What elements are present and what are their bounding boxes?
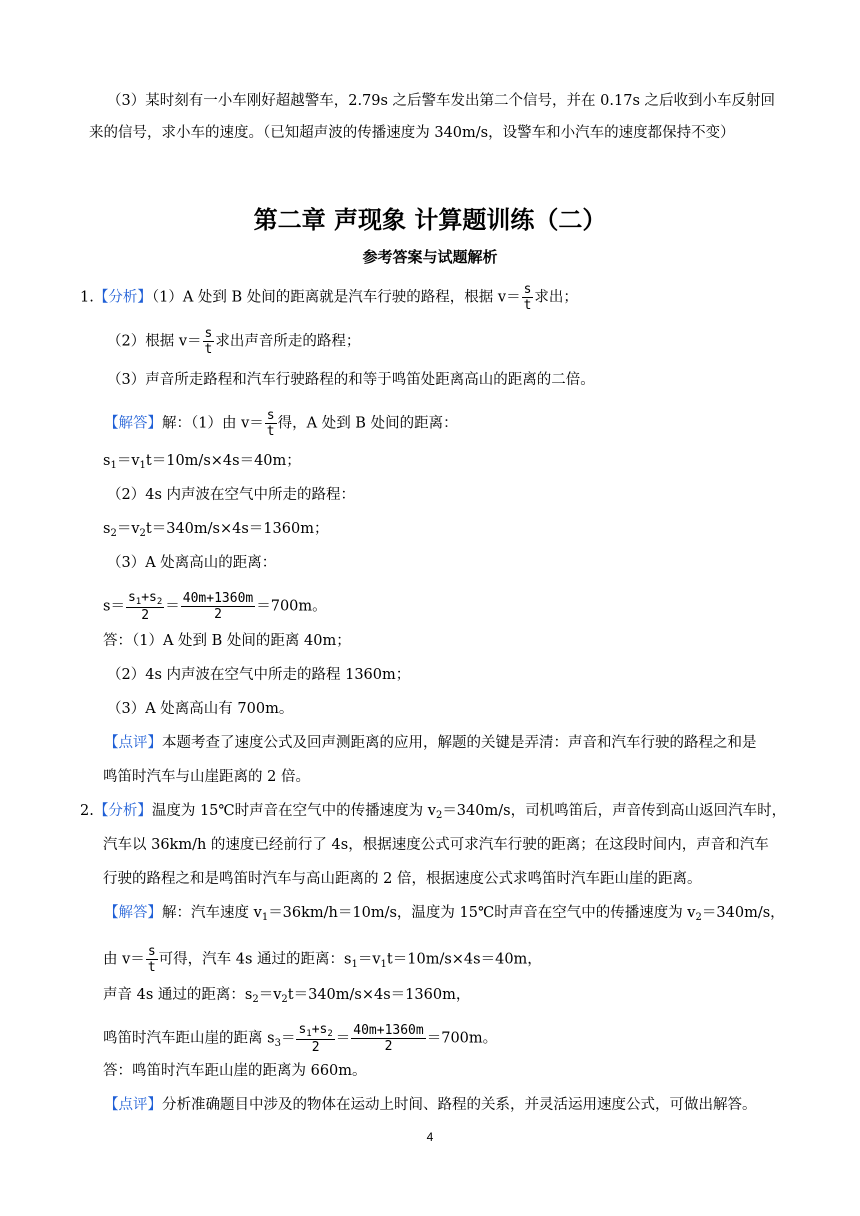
q1-solution-line-6: s＝ $\frac{s_1+s_2}{2}$ ＝ $\frac{40m+1360m}{2}$ ＝700m。 [103, 590, 327, 623]
page-number: 4 [426, 1130, 434, 1144]
q1-number: 1. [80, 289, 94, 306]
q1-comment-line-1: 【点评】本题考查了速度公式及回声测距离的应用，解题的关键是弄清：声音和汽车行驶的路程之和是 [104, 735, 757, 751]
q1-answer-line-2: （2）4s 内声波在空气中所走的路程 1360m； [107, 667, 411, 683]
q1-analysis-line-1 [80, 282, 578, 313]
q2-analysis-line-3: 行驶的路程之和是鸣笛时汽车与高山距离的 2 倍，根据速度公式求鸣笛时汽车距山崖的距离。 [103, 871, 702, 887]
q1-analysis-text-end: 求出； [534, 289, 578, 306]
q1-analysis-text: （1）A 处到 B 处间的距离就是汽车行驶的路程，根据 v＝ [151, 289, 521, 306]
q2-solution-line-1: 【解答】解：汽车速度 $v_1=36km/h=10m/s$，温度为 15℃时声音在空气中的传播速度为 $v_2=340m/s$， [104, 905, 785, 923]
q1-solution-line-1: 【解答】解：（1）由 v＝ $\frac{s}{t}$ 得，A 处到 B 处间的距离： [104, 408, 458, 439]
analysis-tag: 【分析】 [93, 803, 152, 819]
q1-comment-line-2: 鸣笛时汽车与山崖距离的 2 倍。 [103, 769, 310, 785]
solution-tag: 【解答】 [104, 415, 162, 432]
q2-analysis-line-2: 汽车以 36km/h 的速度已经前行了 4s，根据速度公式可求汽车行驶的距离；在这段时间内，声音和汽车 [103, 837, 769, 853]
page-title: 第二章 声现象 计算题训练（二） [253, 206, 607, 234]
q1-answer-line-1: 答：（1）A 处到 B 处间的距离 40m； [103, 633, 351, 649]
q2-solution-line-4: 鸣笛时汽车距山崖的距离 $s_3=$ $\frac{s_1+s_2}{2}$ ＝ $\frac{40m+1360m}{2}$ ＝700m。 [103, 1022, 498, 1055]
fraction-s-over-t: $\frac{s}{t}$ [147, 944, 156, 975]
q2-solution-line-3: 声音 4s 通过的距离：$s_2=v_2t=340m/s\times 4s=1360m$， [103, 987, 471, 1005]
q1-solution-line-3: （2）4s 内声波在空气中所走的路程： [107, 487, 355, 503]
q1-analysis-line-2: （2）根据 v＝ $\frac{s}{t}$ 求出声音所走的路程； [107, 326, 361, 357]
fraction-s-over-t: $\frac{s}{t}$ [523, 282, 532, 313]
comment-tag: 【点评】 [104, 1097, 162, 1113]
q1-answer-line-3: （3）A 处离高山有 700m。 [107, 701, 294, 717]
q1-solution-line-2: $s_1=v_1t=10m/s\times 4s=40m$； [103, 453, 301, 471]
q1-solution-line-4: $s_2=v_2t=340m/s\times 4s=1360m$； [103, 521, 329, 539]
fraction-s-over-t: $\frac{s}{t}$ [204, 326, 213, 357]
q2-comment: 【点评】分析准确题目中涉及的物体在运动上时间、路程的关系，并灵活运用速度公式，可做出解答。 [104, 1097, 757, 1113]
q2-answer: 答：鸣笛时汽车距山崖的距离为 660m。 [103, 1063, 367, 1079]
fraction-distance-sum-over-2: $\frac{40m+1360m}{2}$ [353, 1023, 424, 1054]
analysis-tag: 【分析】 [93, 289, 152, 306]
page-subtitle: 参考答案与试题解析 [362, 248, 498, 266]
prev-question-line-1: （3）某时刻有一小车刚好超越警车，2.79s 之后警车发出第二个信号，并在 0.17s 之后收到小车反射回 [107, 93, 776, 109]
q2-number: 2. [80, 803, 94, 819]
comment-tag: 【点评】 [104, 735, 162, 751]
q1-analysis-line-3: （3）声音所走路程和汽车行驶路程的和等于鸣笛处距离高山的距离的二倍。 [107, 372, 595, 388]
fraction-s-over-t: $\frac{s}{t}$ [266, 408, 275, 439]
q2-solution-line-2: 由 v＝ $\frac{s}{t}$ 可得，汽车 4s 通过的距离：$s_1=v_1t=10m/s\times 4s=40m$， [103, 944, 542, 975]
solution-tag: 【解答】 [104, 905, 162, 921]
prev-question-line-2: 来的信号，求小车的速度。（已知超声波的传播速度为 340m/s，设警车和小汽车的速度都保持不变） [89, 125, 735, 141]
q1-solution-line-5: （3）A 处离高山的距离： [107, 555, 277, 571]
fraction-s1-plus-s2-over-2: $\frac{s_1+s_2}{2}$ [127, 590, 163, 623]
q2-analysis-line-1: 2.【分析】温度为 15℃时声音在空气中的传播速度为 $v_2=340m/s$，司机鸣笛后，声音传到高山返回汽车时， [80, 803, 787, 821]
fraction-distance-sum-over-2: $\frac{40m+1360m}{2}$ [182, 591, 254, 622]
fraction-s1-plus-s2-over-2: $\frac{s_1+s_2}{2}$ [298, 1022, 333, 1055]
